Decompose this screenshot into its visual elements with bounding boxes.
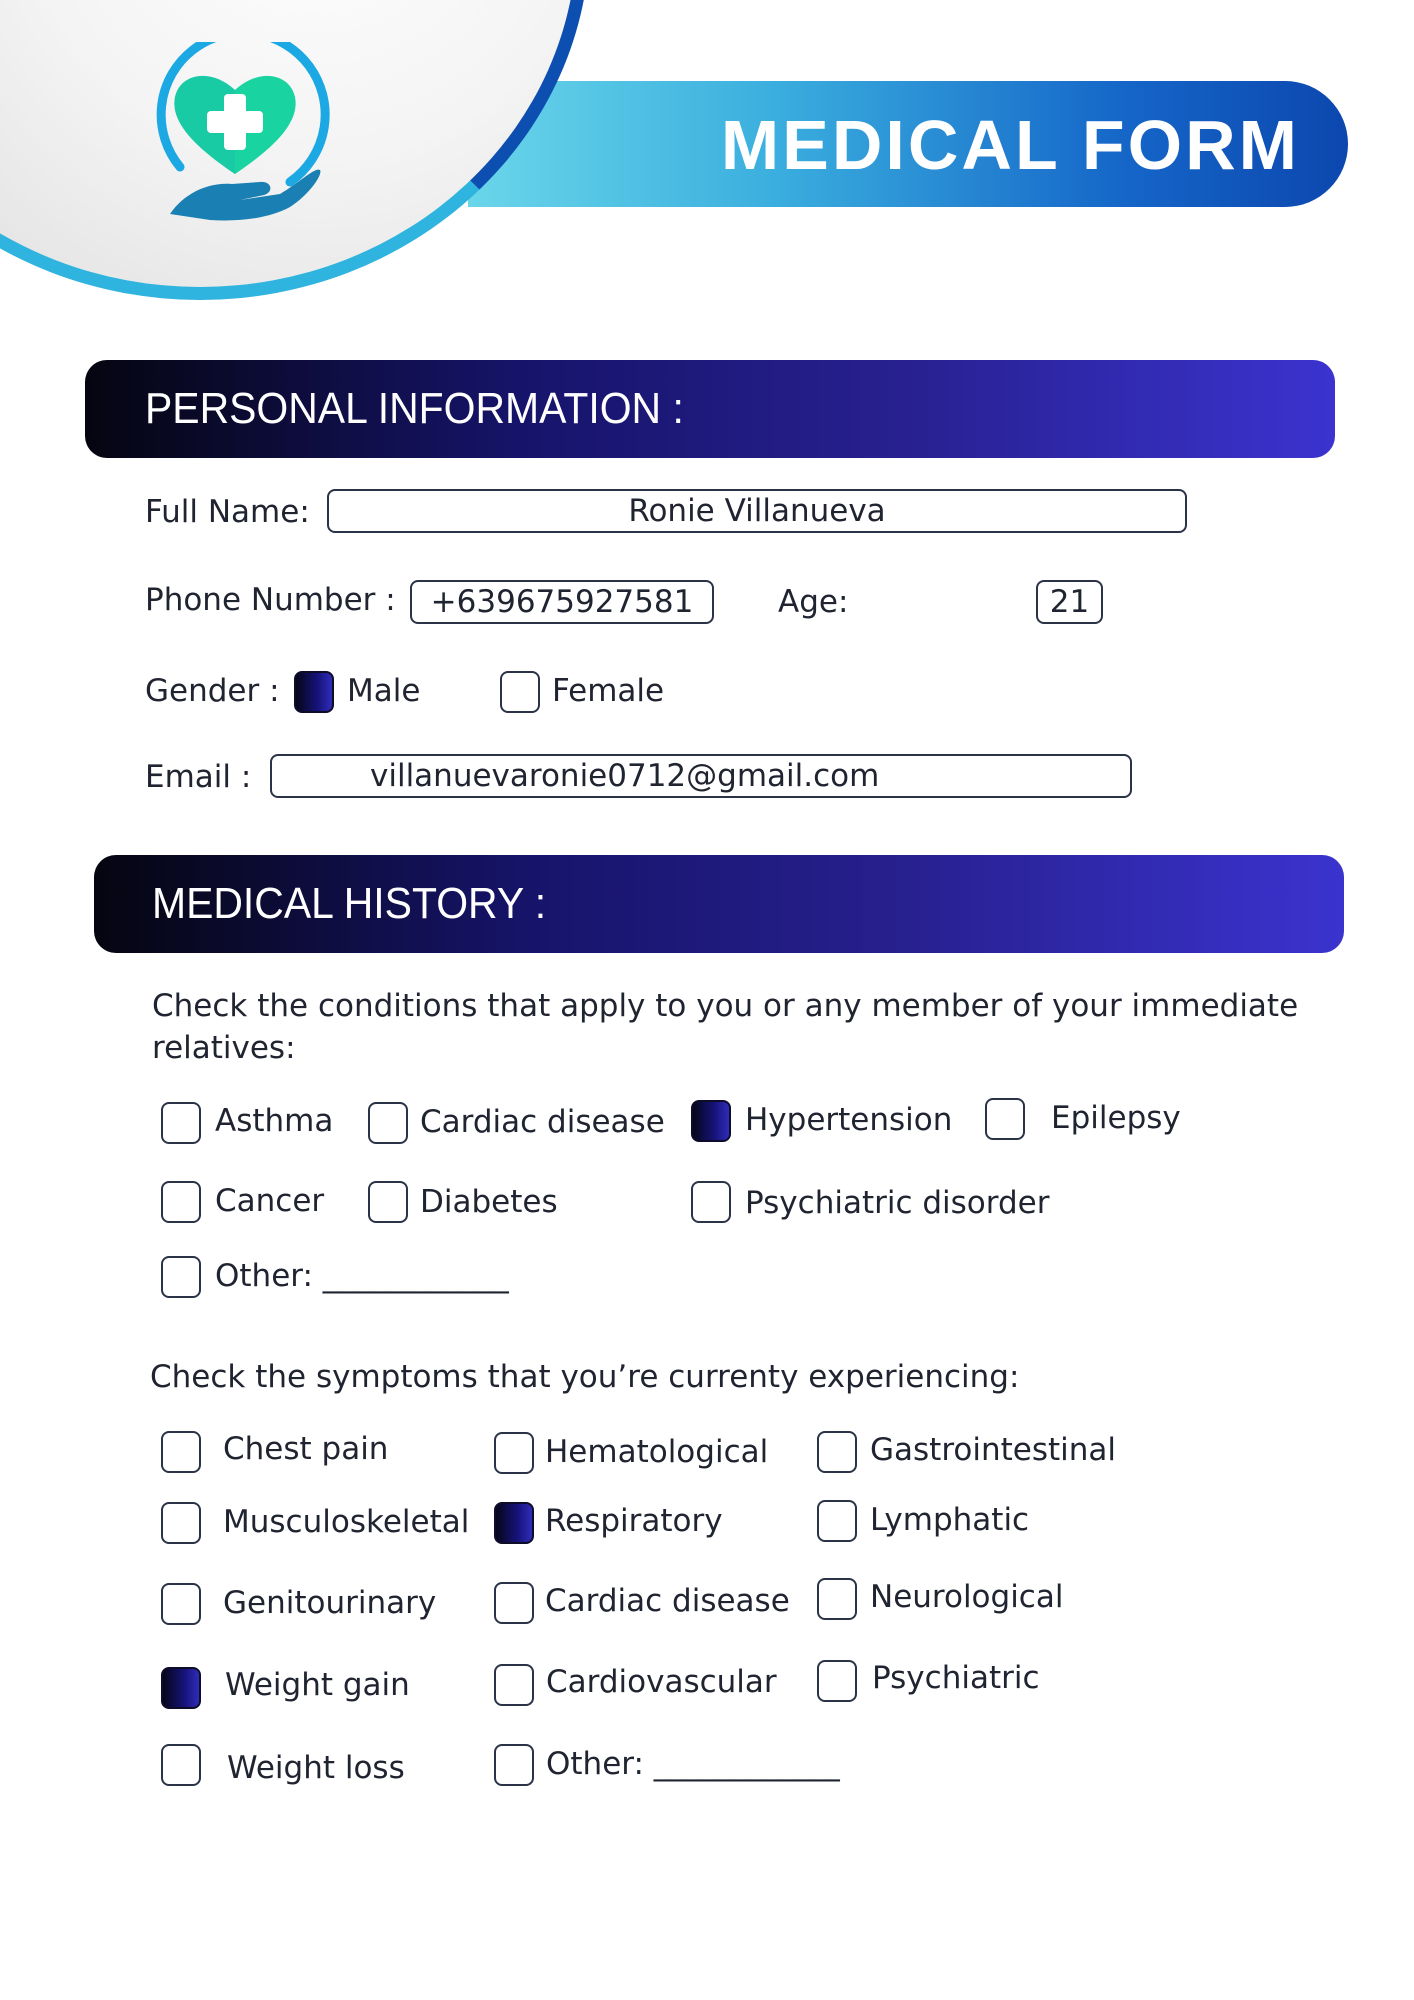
chest-pain-label: Chest pain [223, 1431, 389, 1467]
diabetes-checkbox[interactable] [368, 1181, 408, 1223]
symptom-other-checkbox[interactable] [494, 1744, 534, 1786]
personal-info-title: PERSONAL INFORMATION : [145, 384, 684, 433]
weight-loss-checkbox[interactable] [161, 1744, 201, 1786]
email-field[interactable]: villanuevaronie0712@gmail.com [270, 754, 1132, 798]
condition-other-label: Other: ____________ [215, 1258, 509, 1294]
asthma-label: Asthma [215, 1103, 334, 1139]
hypertension-checkbox[interactable] [691, 1100, 731, 1142]
male-checkbox[interactable] [294, 671, 334, 713]
age-label: Age: [778, 584, 849, 620]
conditions-prompt: Check the conditions that apply to you or any member of your immediate [152, 988, 1299, 1024]
genitourinary-label: Genitourinary [223, 1585, 437, 1621]
cardiac-disease-checkbox[interactable] [368, 1102, 408, 1144]
phone-label: Phone Number : [145, 582, 396, 618]
form-title: MEDICAL FORM [720, 106, 1300, 184]
respiratory-label: Respiratory [545, 1503, 723, 1539]
diabetes-label: Diabetes [420, 1184, 558, 1220]
psychiatric-label: Psychiatric [872, 1660, 1040, 1696]
asthma-checkbox[interactable] [161, 1102, 201, 1144]
female-checkbox[interactable] [500, 671, 540, 713]
male-label: Male [347, 673, 421, 709]
epilepsy-checkbox[interactable] [985, 1098, 1025, 1140]
cardiovascular-checkbox[interactable] [494, 1664, 534, 1706]
symptom-other-label: Other: ____________ [546, 1746, 840, 1782]
psychiatric-checkbox[interactable] [817, 1660, 857, 1702]
respiratory-checkbox[interactable] [494, 1502, 534, 1544]
gastrointestinal-checkbox[interactable] [817, 1431, 857, 1473]
weight-loss-label: Weight loss [227, 1750, 405, 1786]
cancer-checkbox[interactable] [161, 1181, 201, 1223]
neurological-checkbox[interactable] [817, 1578, 857, 1620]
epilepsy-label: Epilepsy [1051, 1100, 1181, 1136]
heart-hand-cross-icon [140, 42, 330, 232]
hematological-label: Hematological [545, 1434, 769, 1470]
full-name-label: Full Name: [145, 494, 310, 530]
conditions-prompt-line2: relatives: [152, 1030, 296, 1066]
symptom-cardiac-disease-checkbox[interactable] [494, 1582, 534, 1624]
symptom-cardiac-disease-label: Cardiac disease [545, 1583, 790, 1619]
neurological-label: Neurological [870, 1579, 1064, 1615]
chest-pain-checkbox[interactable] [161, 1431, 201, 1473]
cardiac-disease-label: Cardiac disease [420, 1104, 665, 1140]
medical-history-title: MEDICAL HISTORY : [152, 879, 547, 928]
female-label: Female [552, 673, 665, 709]
gastrointestinal-label: Gastrointestinal [870, 1432, 1117, 1468]
musculoskeletal-checkbox[interactable] [161, 1502, 201, 1544]
symptoms-prompt: Check the symptoms that you’re currenty experiencing: [150, 1359, 1020, 1395]
gender-label: Gender : [145, 673, 280, 709]
condition-other-checkbox[interactable] [161, 1256, 201, 1298]
email-label: Email : [145, 759, 252, 795]
psychiatric-disorder-checkbox[interactable] [691, 1181, 731, 1223]
weight-gain-checkbox[interactable] [161, 1667, 201, 1709]
full-name-field[interactable]: Ronie Villanueva [327, 489, 1187, 533]
genitourinary-checkbox[interactable] [161, 1583, 201, 1625]
age-field[interactable]: 21 [1036, 580, 1103, 624]
lymphatic-checkbox[interactable] [817, 1500, 857, 1542]
musculoskeletal-label: Musculoskeletal [223, 1504, 470, 1540]
cardiovascular-label: Cardiovascular [546, 1664, 777, 1700]
lymphatic-label: Lymphatic [870, 1502, 1030, 1538]
cancer-label: Cancer [215, 1183, 325, 1219]
phone-field[interactable]: +639675927581 [410, 580, 714, 624]
psychiatric-disorder-label: Psychiatric disorder [745, 1185, 1050, 1221]
hypertension-label: Hypertension [745, 1102, 953, 1138]
weight-gain-label: Weight gain [225, 1667, 410, 1703]
hematological-checkbox[interactable] [494, 1432, 534, 1474]
